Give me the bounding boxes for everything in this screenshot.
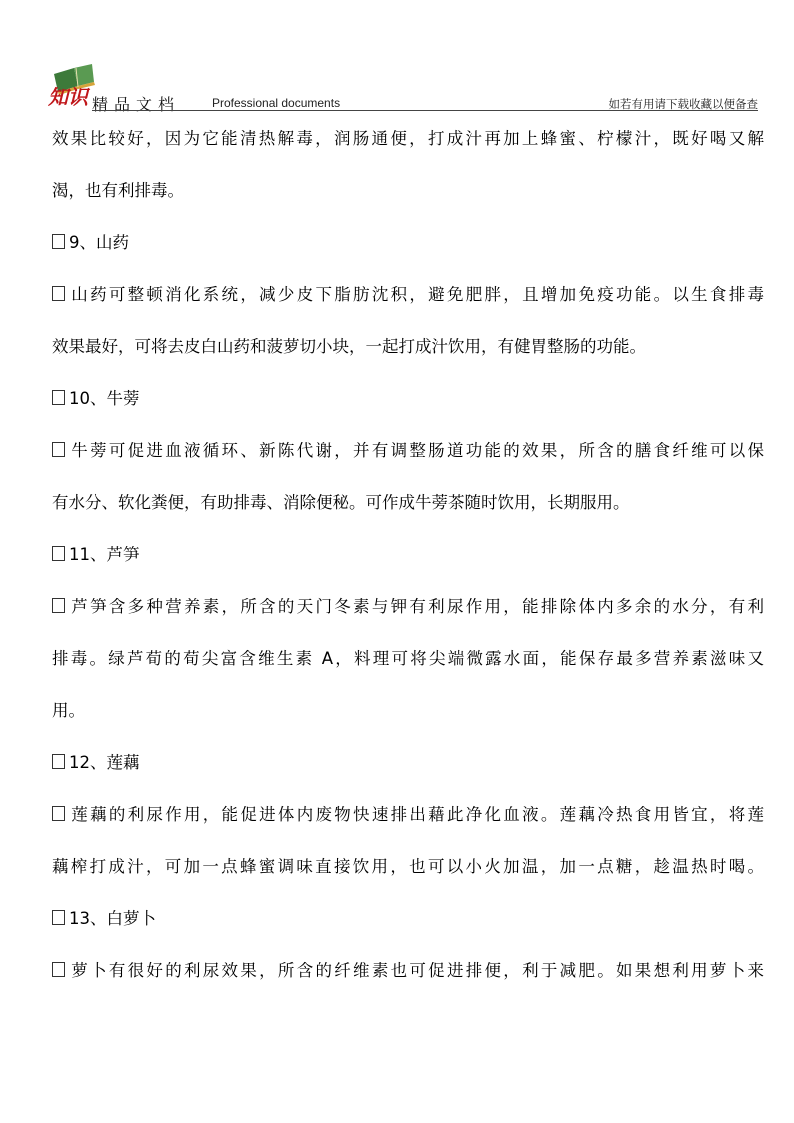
paragraph-line: 用。	[52, 701, 85, 720]
section-heading-text: 13、白萝卜	[69, 909, 156, 928]
paragraph-line: 藕榨打成汁，可加一点蜂蜜调味直接饮用，也可以小火加温，加一点糖，趁温热时喝。	[52, 857, 764, 876]
section-heading-11	[52, 532, 764, 584]
checkbox-glyph-icon	[52, 806, 65, 821]
paragraph-text: 山药可整顿消化系统，减少皮下脂肪沈积，避免肥胖，且增加免疫功能。以生食排毒	[69, 285, 764, 304]
header-divider	[92, 110, 758, 111]
checkbox-glyph-icon	[52, 442, 65, 457]
checkbox-glyph-icon	[52, 598, 65, 613]
paragraph-line: 效果最好，可将去皮白山药和菠萝切小块，一起打成汁饮用，有健胃整肠的功能。	[52, 337, 646, 356]
document-body	[52, 116, 764, 1000]
checkbox-glyph-icon	[52, 286, 65, 301]
checkbox-glyph-icon	[52, 390, 65, 405]
checkbox-glyph-icon	[52, 962, 65, 977]
paragraph-line	[52, 792, 764, 844]
section-heading-text: 11、芦笋	[69, 545, 140, 564]
checkbox-glyph-icon	[52, 754, 65, 769]
section-heading-text: 12、莲藕	[69, 753, 140, 772]
checkbox-glyph-icon	[52, 234, 65, 249]
section-heading-text: 9、山药	[69, 233, 129, 252]
header-title: 精品文档	[92, 95, 181, 114]
paragraph-line	[52, 272, 764, 324]
paragraph-text: 莲藕的利尿作用，能促进体内废物快速排出藉此净化血液。莲藕冷热食用皆宜，将莲	[69, 805, 764, 824]
paragraph-text: 萝卜有很好的利尿效果，所含的纤维素也可促进排便，利于减肥。如果想利用萝卜来	[69, 961, 764, 980]
svg-text:知识: 知识	[48, 85, 88, 109]
checkbox-glyph-icon	[52, 910, 65, 925]
paragraph-line: 效果比较好，因为它能清热解毒，润肠通便，打成汁再加上蜂蜜、柠檬汁，既好喝又解	[52, 129, 764, 148]
section-heading-10	[52, 376, 764, 428]
paragraph-line	[52, 948, 764, 1000]
paragraph-line	[52, 428, 764, 480]
section-heading-text: 10、牛蒡	[69, 389, 140, 408]
header-note: 如若有用请下载收藏以便备查	[608, 97, 758, 111]
page-header	[48, 52, 758, 112]
section-heading-13	[52, 896, 764, 948]
paragraph-text: 牛蒡可促进血液循环、新陈代谢，并有调整肠道功能的效果，所含的膳食纤维可以保	[69, 441, 764, 460]
section-heading-12	[52, 740, 764, 792]
paragraph-line: 渴，也有利排毒。	[52, 181, 184, 200]
paragraph-text: 芦笋含多种营养素，所含的天门冬素与钾有利尿作用，能排除体内多余的水分，有利	[69, 597, 764, 616]
paragraph-line	[52, 584, 764, 636]
paragraph-line: 有水分、软化粪便，有助排毒、消除便秘。可作成牛蒡茶随时饮用，长期服用。	[52, 493, 630, 512]
checkbox-glyph-icon	[52, 546, 65, 561]
paragraph-line: 排毒。绿芦荀的荀尖富含维生素 A，料理可将尖端微露水面，能保存最多营养素滋味又	[52, 649, 764, 668]
header-subtitle: Professional documents	[212, 96, 341, 110]
section-heading-9	[52, 220, 764, 272]
